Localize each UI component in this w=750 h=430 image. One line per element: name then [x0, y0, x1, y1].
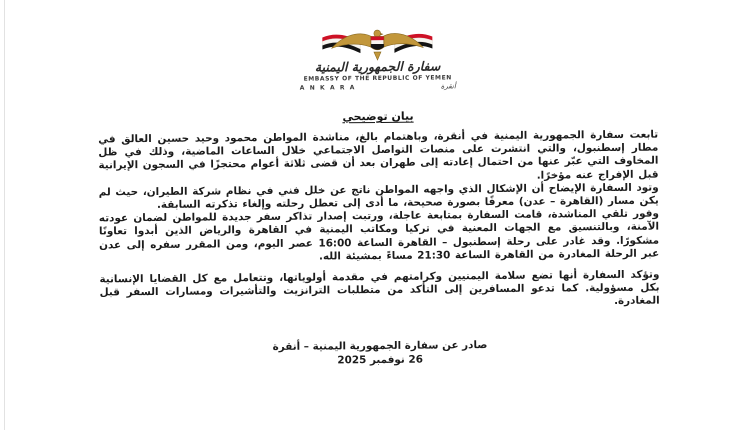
embassy-letterhead [297, 25, 458, 91]
scan-edge-line [4, 0, 5, 430]
statement-paragraph-3: وفور تلقي المناشدة، قامت السفارة بمتابعة عاجلة، ورتبت إصدار تذاكر سفر جديدة للمواطن لضمان عودته الآمنة، وبالتنسيق مع الجهات المعنية في تركيا ومكاتب اليمنية في القاهرة والرياض الذين أبدوا تعاونًا مشكورًا. وقد غادر على رحلة إسطنبول – القاهرة الساعة 16:00 عصر اليوم، ومن المقرر سفره إلى عدن عبر الرحلة المغادرة من القاهرة الساعة 21:30 مساءً بمشيئة الله. [98, 207, 660, 263]
embassy-city-row [298, 82, 458, 91]
statement-title: بيان توضيحي [342, 109, 414, 124]
embassy-name-calligraphy: سفارة الجمهورية اليمنية [314, 58, 441, 75]
statement-paragraph-1: تابعت سفارة الجمهورية اليمنية في أنقرة، وباهتمام بالغ، مناشدة المواطن محمود وحيد حسين العالق في مطار إسطنبول، والتي انتشرت على منصات التواصل الاجتماعي خلال الساعات الماضية، وذلك في ظل المخاوف التي عبّر عنها من احتمال إعادته إلى طهران بعد أن قضى ثلاثة أعوام محتجزًا في السجون الإيرانية قبل الإفراج عنه مؤخرًا. [98, 128, 659, 182]
statement-document [97, 0, 660, 370]
statement-paragraph-4: وتؤكد السفارة أنها تضع سلامة اليمنيين وكرامتهم في مقدمة أولوياتها، وتتعامل مع كل القضايا الإنسانية بكل مسؤولية. كما تدعو المسافرين إلى التأكد من متطلبات الترانزيت والتأشيرات ومسارات السفر قبل المغادرة. [99, 268, 660, 308]
yemen-coat-of-arms-icon [297, 25, 457, 62]
statement-date: 26 نوفمبر 2025 [337, 353, 423, 367]
city-english: A N K A R A [299, 84, 357, 92]
statement-body [98, 129, 660, 314]
embassy-name-english: EMBASSY OF THE REPUBLIC OF YEMEN [303, 74, 452, 83]
statement-footer [100, 336, 660, 370]
city-arabic: أنقرة [440, 82, 456, 91]
statement-paragraph-2: وتود السفارة الإيضاح أن الإشكال الذي واجهه المواطن ناتج عن خلل فني في نظام شركة الطيران، حيث لم يكن مسار (القاهرة – عدن) معرفًا بصورة صحيحة، ما أدى إلى تعطل رحلته وإلغاء تذكرته السابقة. [98, 181, 659, 211]
issued-by-line: صادر عن سفارة الجمهورية اليمنية – أنقرة [272, 338, 488, 353]
